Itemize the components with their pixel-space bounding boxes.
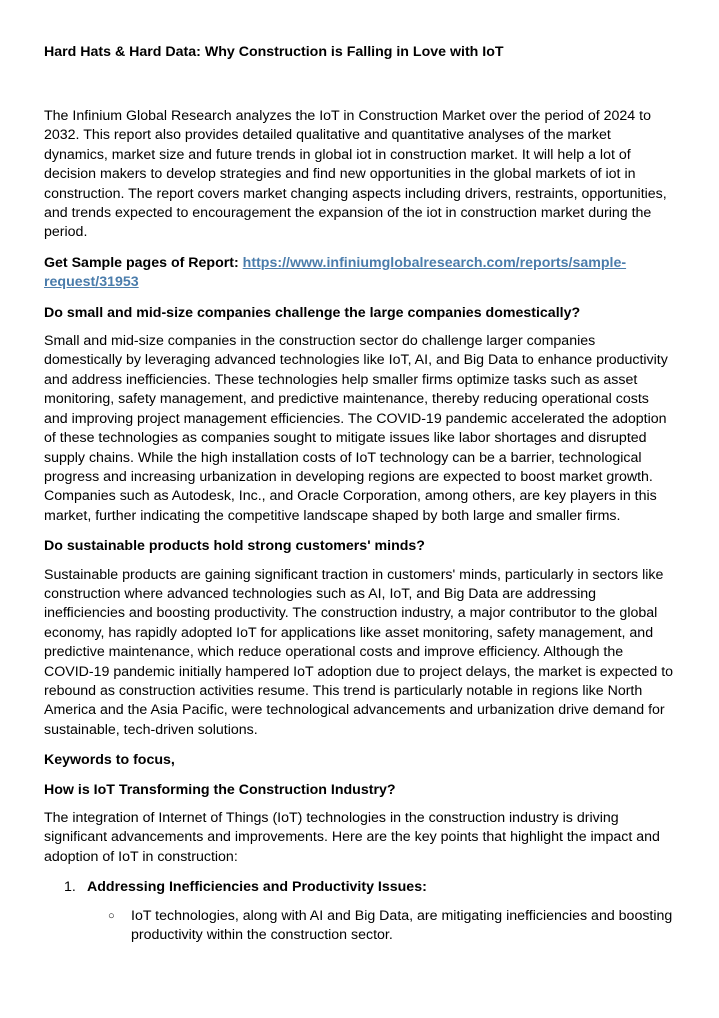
document-title: Hard Hats & Hard Data: Why Construction is Falling in Love with IoT: [44, 44, 504, 60]
intro-paragraph: The Infinium Global Research analyzes the IoT in Construction Market over the period of 2024 to 2032. This report also provides detailed qualitative and quantitative analyses of the market dynamics, market size and future trends in global iot in construction market. It will help a lot of decision makers to develop strategies and find new opportunities in the global markets of iot in construction. The report covers market changing aspects including drivers, restraints, opportunities, and trends expected to encouragement the expansion of the iot in construction market during the period.: [44, 108, 667, 241]
sample-label: Get Sample pages of Report:: [44, 254, 239, 271]
list-item-title: Addressing Inefficiencies and Productivity Issues:: [87, 879, 427, 896]
section-body-iot-transforming: The integration of Internet of Things (IoT) technologies in the construction industry is driving significant advancements and improvements. Here are the key points that highlight the impact and adoption of IoT in construction:: [44, 810, 660, 865]
section-heading-small-mid-size: Do small and mid-size companies challenge the large companies domestically?: [44, 304, 581, 321]
section-heading-iot-transforming: How is IoT Transforming the Construction Industry?: [44, 781, 396, 798]
numbered-list: [44, 878, 675, 897]
bullet-text: IoT technologies, along with AI and Big Data, are mitigating inefficiencies and boosting productivity within the construction sector.: [131, 907, 673, 944]
list-number: 1.: [64, 879, 76, 896]
sample-request-link[interactable]: https://www.infiniumglobalresearch.com/reports/sample-request/31953: [44, 254, 627, 291]
section-heading-sustainable-products: Do sustainable products hold strong customers' minds?: [44, 538, 425, 555]
bullet-item: [44, 907, 675, 946]
list-item: [44, 878, 675, 897]
keywords-heading: Keywords to focus,: [44, 752, 175, 769]
sample-line: [44, 254, 675, 293]
section-body-small-mid-size: Small and mid-size companies in the construction sector do challenge larger companies domestically by leveraging advanced technologies like IoT, AI, and Big Data to enhance productivity and address inefficiencies. These technologies help smaller firms optimize tasks such as asset monitoring, safety management, and predictive maintenance, thereby reducing operational costs and improving project management efficiencies. The COVID-19 pandemic accelerated the adoption of these technologies as companies sought to mitigate issues like labor shortages and disrupted supply chains. While the high installation costs of IoT technology can be a barrier, technological progress and increasing urbanization in developing regions are expected to boost market growth. Companies such as Autodesk, Inc., and Oracle Corporation, among others, are key players in this market, further indicating the competitive landscape shaped by both large and smaller firms.: [44, 333, 668, 524]
bullet-list: [44, 907, 675, 946]
section-body-sustainable-products: Sustainable products are gaining significant traction in customers' minds, particularly in sectors like construction where advanced technologies such as AI, IoT, and Big Data are addressing inefficiencies and boosting productivity. The construction industry, a major contributor to the global economy, has rapidly adopted IoT for applications like asset monitoring, safety management, and predictive maintenance, which reduce operational costs and improve efficiency. Although the COVID-19 pandemic initially hampered IoT adoption due to project delays, the market is expected to rebound as construction activities resume. This trend is particularly notable in regions like North America and the Asia Pacific, were technological advancements and urbanization drive demand for sustainable, tech-driven solutions.: [44, 566, 674, 738]
hollow-circle-bullet-icon: ○: [108, 909, 115, 922]
